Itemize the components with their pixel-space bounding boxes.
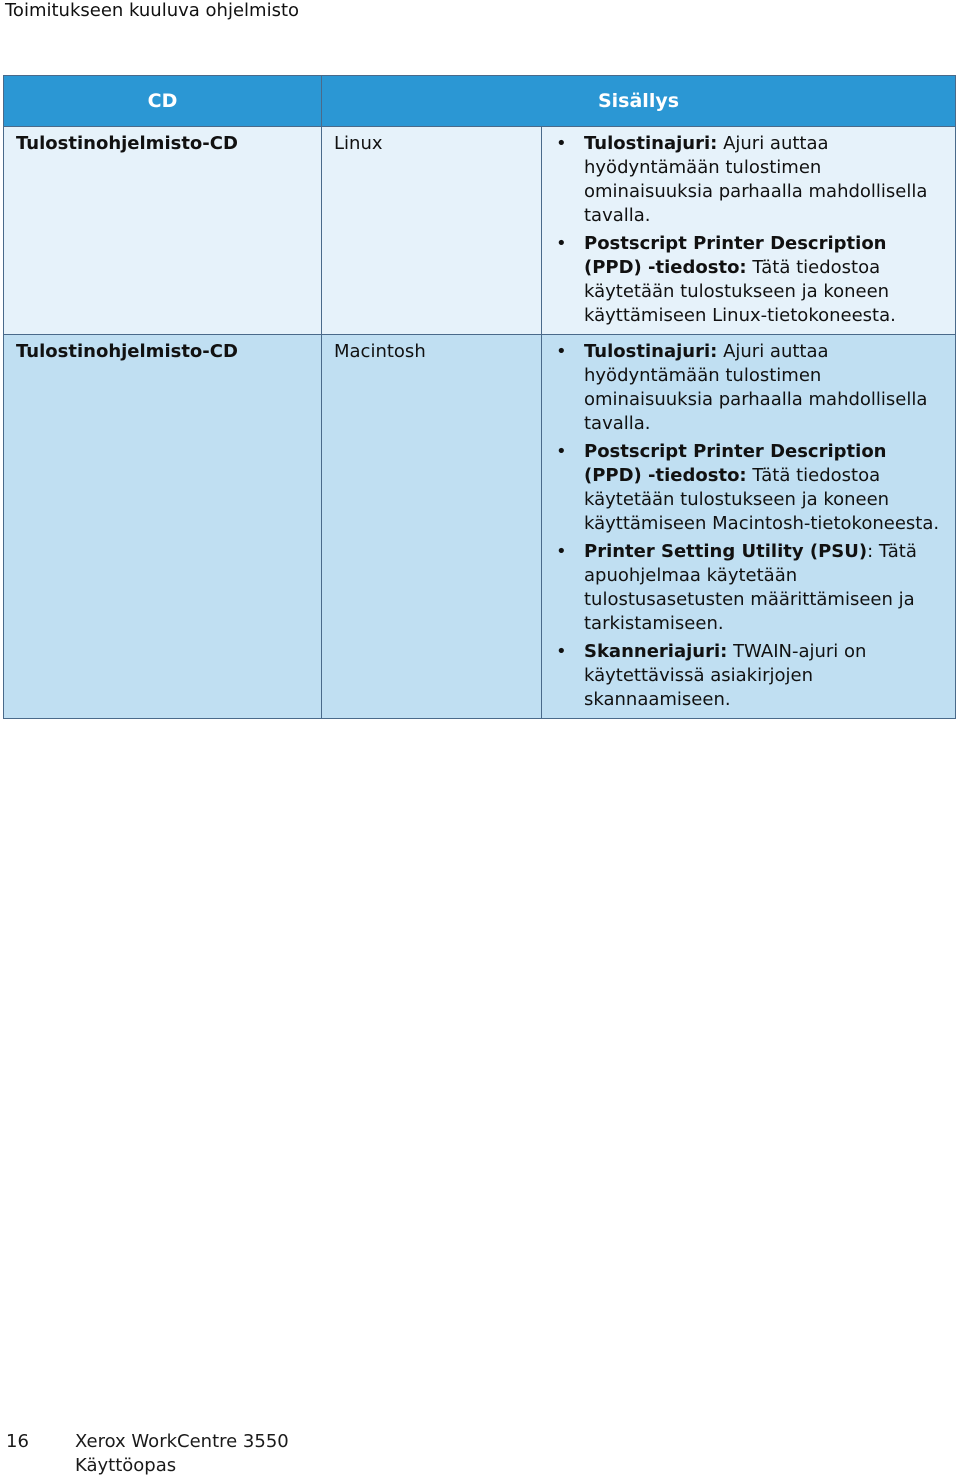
footer-title: [75, 1430, 289, 1478]
list-item: [554, 540, 945, 636]
bullet-icon: •: [556, 541, 567, 562]
cd-name-cell: Tulostinohjelmisto-CD: [4, 335, 322, 719]
footer-guide: Käyttöopas: [75, 1455, 177, 1476]
table-row: [4, 335, 956, 719]
os-cell: Macintosh: [322, 335, 542, 719]
item-term: Tulostinajuri:: [584, 133, 718, 154]
item-text: Tätä tiedostoa käytetään tulostukseen ja koneen käyttämiseen Macintosh-tietokoneesta.: [584, 465, 940, 534]
software-table: [3, 75, 956, 719]
item-term: Postscript Printer Description (PPD) -tiedosto:: [584, 233, 887, 278]
contents-list: [554, 132, 945, 328]
item-text: : Tätä apuohjelmaa käytetään tulostusasetusten määrittämiseen ja tarkistamiseen.: [584, 541, 917, 634]
list-item: [554, 440, 945, 536]
item-term: Skanneriajuri:: [584, 641, 728, 662]
contents-cell: [542, 335, 956, 719]
bullet-icon: •: [556, 641, 567, 662]
cd-name-cell: Tulostinohjelmisto-CD: [4, 127, 322, 335]
contents-list: [554, 340, 945, 712]
list-item: [554, 232, 945, 328]
header-contents: Sisällys: [322, 76, 956, 127]
item-text: Tätä tiedostoa käytetään tulostukseen ja koneen käyttämiseen Linux-tietokoneesta.: [584, 257, 896, 326]
item-term: Printer Setting Utility (PSU): [584, 541, 868, 562]
os-cell: Linux: [322, 127, 542, 335]
bullet-icon: •: [556, 233, 567, 254]
running-header: Toimitukseen kuuluva ohjelmisto: [5, 0, 300, 21]
header-cd: CD: [4, 76, 322, 127]
contents-cell: [542, 127, 956, 335]
item-text: Ajuri auttaa hyödyntämään tulostimen ominaisuuksia parhaalla mahdollisella tavalla.: [584, 341, 928, 434]
table-header-row: [4, 76, 956, 127]
page-number: 16: [6, 1431, 29, 1452]
list-item: [554, 132, 945, 228]
table-row: [4, 127, 956, 335]
list-item: [554, 340, 945, 436]
bullet-icon: •: [556, 441, 567, 462]
list-item: [554, 640, 945, 712]
item-term: Postscript Printer Description (PPD) -tiedosto:: [584, 441, 887, 486]
item-term: Tulostinajuri:: [584, 341, 718, 362]
item-text: Ajuri auttaa hyödyntämään tulostimen ominaisuuksia parhaalla mahdollisella tavalla.: [584, 133, 928, 226]
bullet-icon: •: [556, 341, 567, 362]
bullet-icon: •: [556, 133, 567, 154]
item-text: TWAIN-ajuri on käytettävissä asiakirjojen skannaamiseen.: [584, 641, 867, 710]
footer-product: Xerox WorkCentre 3550: [75, 1431, 289, 1452]
